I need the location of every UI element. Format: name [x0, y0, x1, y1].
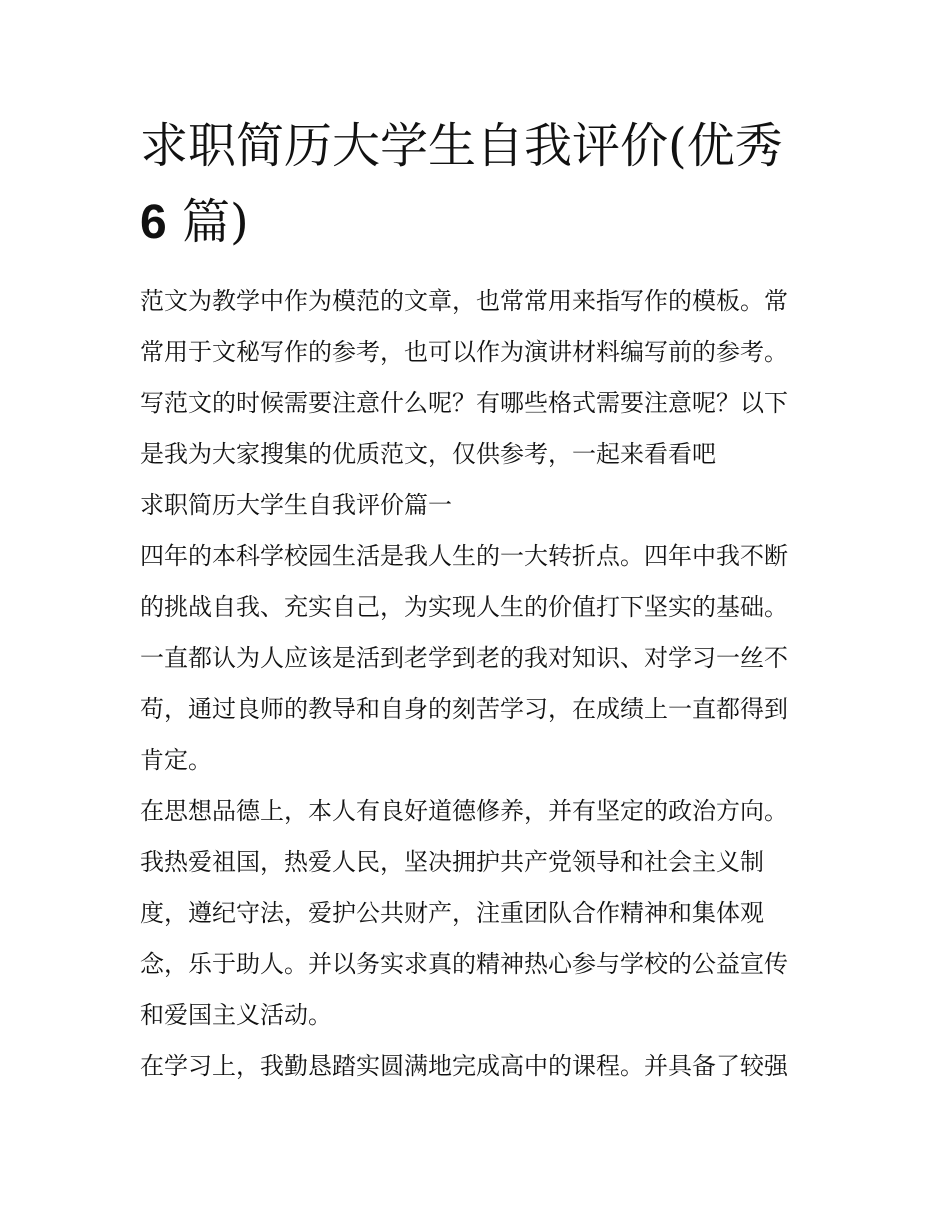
document-title	[140, 108, 820, 261]
section-heading: 求职简历大学生自我评价篇一	[140, 491, 452, 519]
intro-line: 是我为大家搜集的优质范文，仅供参考，一起来看看吧	[140, 440, 716, 468]
paragraph-line: 和爱国主义活动。	[140, 1001, 332, 1029]
paragraph-line: 肯定。	[140, 746, 212, 774]
paragraph-line: 我热爱祖国，热爱人民，坚决拥护共产党领导和社会主义制	[140, 848, 764, 876]
intro-line: 写范文的时候需要注意什么呢？有哪些格式需要注意呢？以下	[140, 389, 788, 417]
paragraph-line: 的挑战自我、充实自己，为实现人生的价值打下坚实的基础。	[140, 593, 788, 621]
paragraph-line: 一直都认为人应该是活到老学到老的我对知识、对学习一丝不	[140, 644, 788, 672]
paragraph-line: 在思想品德上，本人有良好道德修养，并有坚定的政治方向。	[140, 797, 788, 825]
paragraph-line: 在学习上，我勤恳踏实圆满地完成高中的课程。并具备了较强	[140, 1052, 788, 1080]
title-line-1: 求职简历大学生自我评价(优秀	[140, 118, 783, 174]
title-line-2: 篇)	[166, 194, 249, 250]
paragraph-line: 苟，通过良师的教导和自身的刻苦学习，在成绩上一直都得到	[140, 695, 788, 723]
paragraph-line: 度，遵纪守法，爱护公共财产，注重团队合作精神和集体观	[140, 899, 764, 927]
paragraph-line: 念，乐于助人。并以务实求真的精神热心参与学校的公益宣传	[140, 950, 788, 978]
title-number: 6	[140, 196, 167, 249]
intro-line: 范文为教学中作为模范的文章，也常常用来指写作的模板。常	[140, 287, 788, 315]
intro-line: 常用于文秘写作的参考，也可以作为演讲材料编写前的参考。	[140, 338, 788, 366]
document-body	[140, 276, 820, 1092]
paragraph-line: 四年的本科学校园生活是我人生的一大转折点。四年中我不断	[140, 542, 788, 570]
